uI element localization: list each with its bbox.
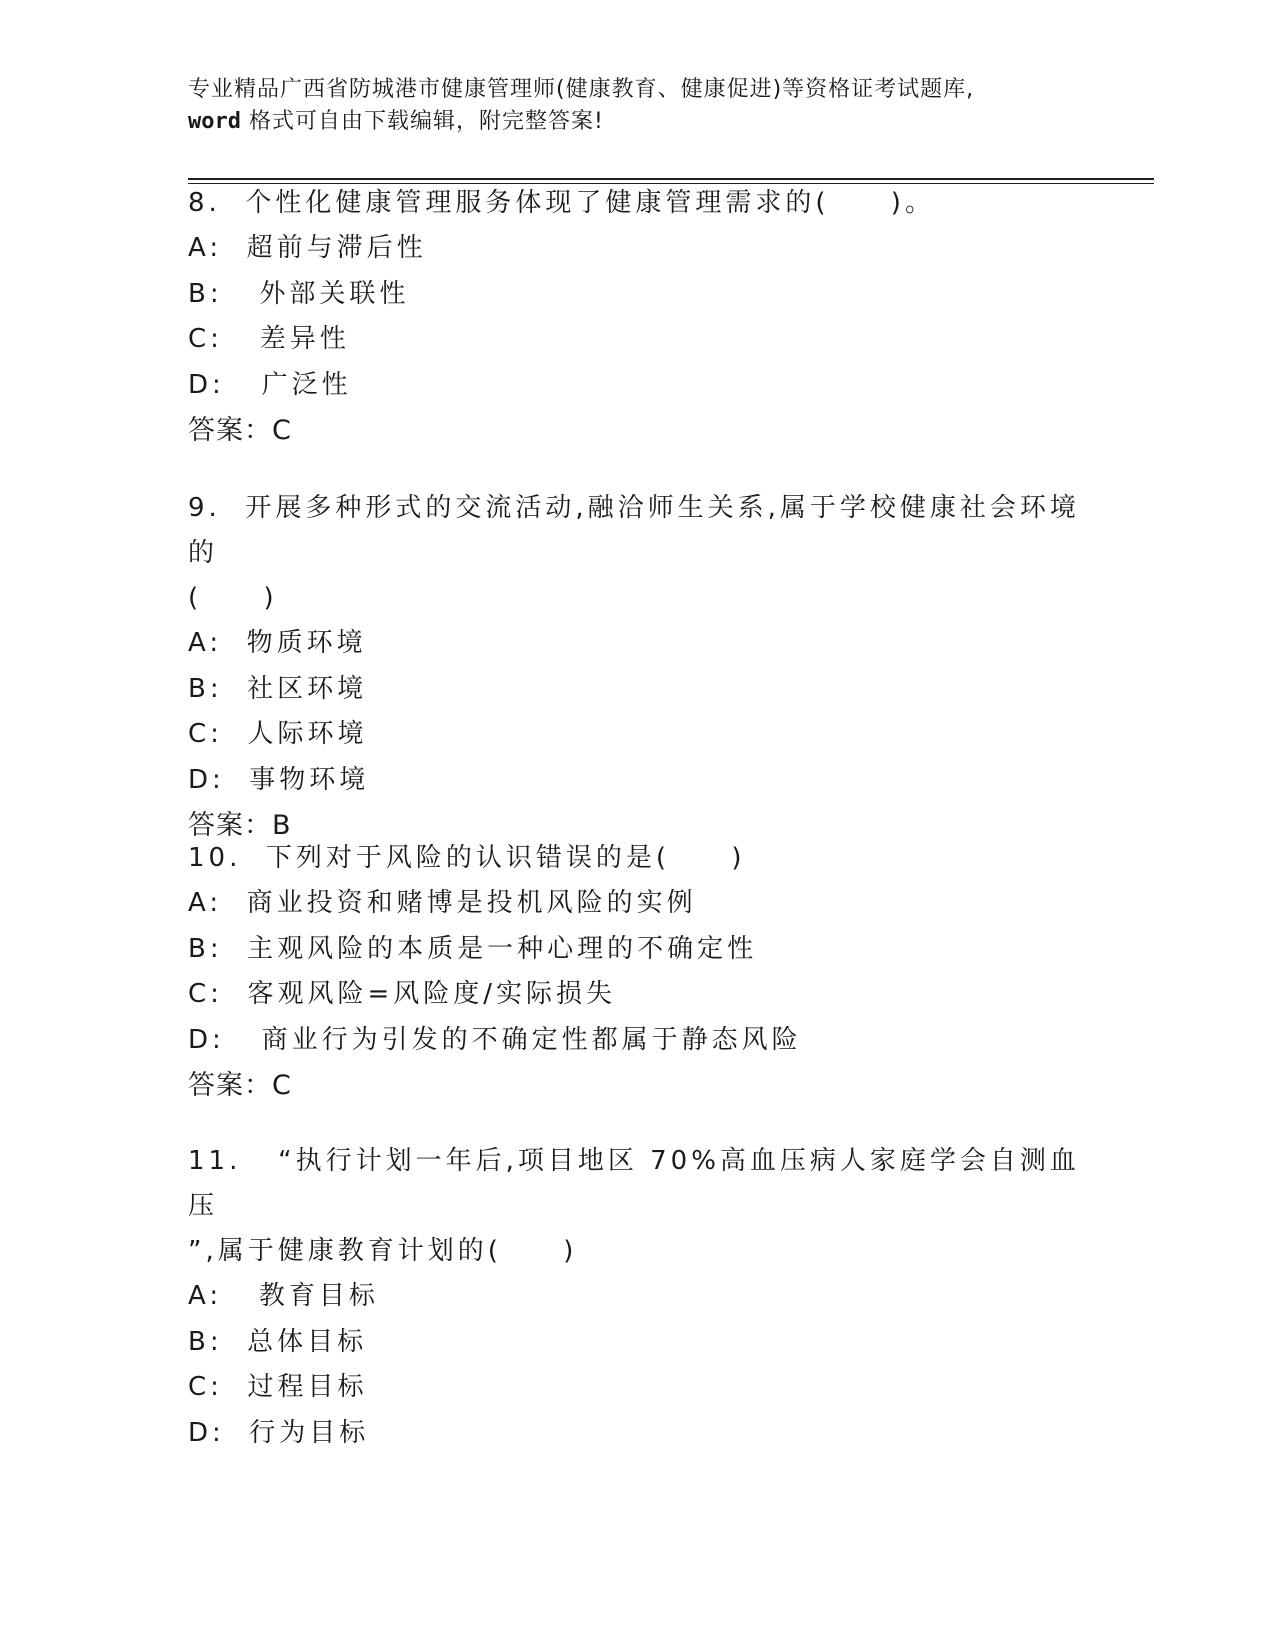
header-subtitle-line — [188, 106, 1088, 138]
option-b: B: 主观风险的本质是一种心理的不确定性 — [188, 933, 758, 964]
question-8 — [188, 181, 1088, 453]
header-word-label: word — [188, 109, 241, 134]
option-a: A: 超前与滞后性 — [188, 233, 427, 263]
header-subtitle-rest: 格式可自由下载编辑，附完整答案! — [240, 109, 604, 134]
header-title-line: 专业精品广西省防城港市健康管理师(健康教育、健康促进)等资格证考试题库, — [188, 77, 975, 102]
question-stem: 10. 下列对于风险的认识错误的是( ) — [188, 843, 746, 873]
option-c: C: 客观风险=风险度/实际损失 — [188, 979, 616, 1009]
answer-line: 答案：C — [188, 415, 292, 446]
option-b: B: 总体目标 — [188, 1326, 368, 1357]
question-9 — [188, 486, 1088, 848]
option-d: D: 广泛性 — [188, 369, 352, 400]
question-stem: 9. 开展多种形式的交流活动,融洽师生关系,属于学校健康社会环境的 ( ) — [188, 493, 1080, 613]
answer-line: 答案：B — [188, 810, 292, 841]
answer-line: 答案：C — [188, 1070, 292, 1101]
option-a: A: 商业投资和赌博是投机风险的实例 — [188, 888, 697, 918]
option-b: B: 外部关联性 — [188, 278, 410, 309]
option-c: C: 人际环境 — [188, 719, 368, 749]
question-stem: 8. 个性化健康管理服务体现了健康管理需求的( )。 — [188, 188, 935, 218]
option-a: A: 教育目标 — [188, 1281, 379, 1311]
option-c: C: 过程目标 — [188, 1372, 368, 1402]
question-10 — [188, 836, 1088, 1108]
option-d: D: 事物环境 — [188, 764, 370, 795]
option-d: D: 商业行为引发的不确定性都属于静态风险 — [188, 1024, 802, 1055]
option-d: D: 行为目标 — [188, 1417, 370, 1448]
option-c: C: 差异性 — [188, 324, 350, 354]
document-header — [188, 74, 1088, 138]
question-stem: 11. “执行计划一年后,项目地区 70%高血压病人家庭学会自测血压 ”,属于健康教育计划的( ) — [188, 1146, 1080, 1266]
option-a: A: 物质环境 — [188, 628, 367, 658]
option-b: B: 社区环境 — [188, 673, 368, 704]
question-11 — [188, 1139, 1088, 1456]
